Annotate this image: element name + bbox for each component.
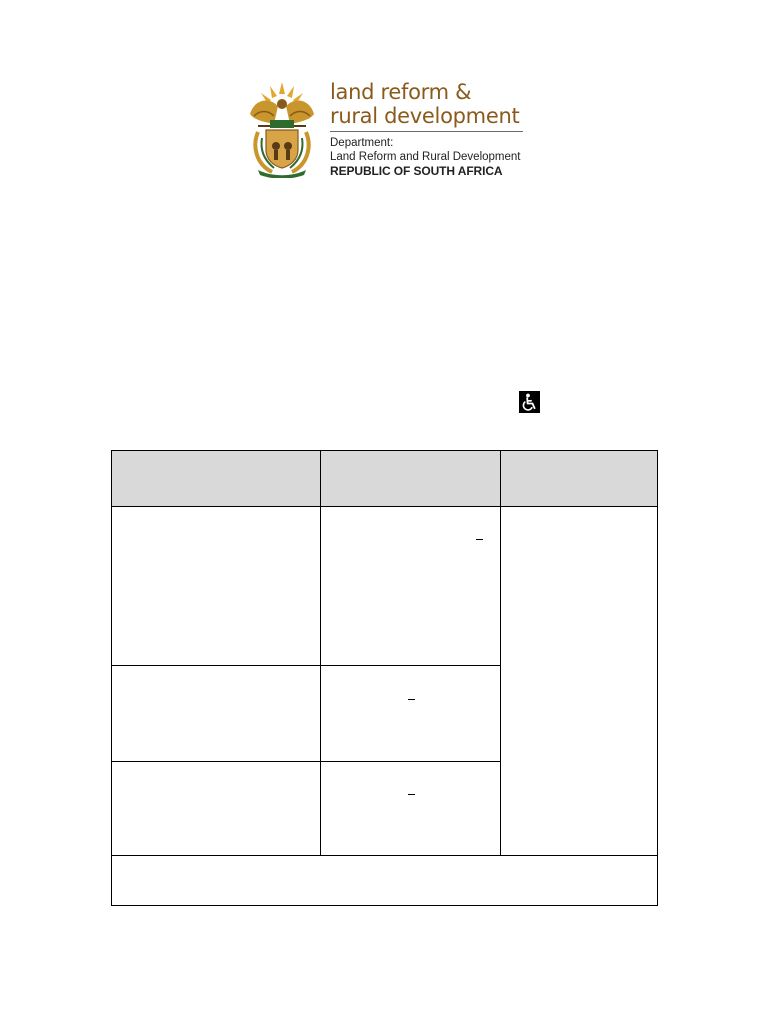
table-header-cell-1 xyxy=(111,450,321,507)
brand-line-1: land reform & xyxy=(330,80,472,104)
table-cell-r3-c1 xyxy=(111,761,321,856)
table-cell-r3-c2 xyxy=(320,761,501,856)
table-cell-r1-c2 xyxy=(320,506,501,666)
table-cell-r2-c1 xyxy=(111,665,321,762)
brand-divider xyxy=(330,131,523,132)
department-name: Land Reform and Rural Development xyxy=(330,151,521,163)
dash-mark xyxy=(476,539,483,540)
country-name: REPUBLIC OF SOUTH AFRICA xyxy=(330,164,503,178)
department-label: Department: xyxy=(330,137,394,149)
brand-line-2: rural development xyxy=(330,104,520,128)
table-cell-r2-c2 xyxy=(320,665,501,762)
table-cell-r1-c1 xyxy=(111,506,321,666)
info-table xyxy=(111,450,658,906)
dash-mark xyxy=(408,794,415,795)
table-header-cell-3 xyxy=(500,450,658,507)
department-logo xyxy=(244,80,534,180)
coat-of-arms-icon xyxy=(244,80,320,178)
wheelchair-icon xyxy=(519,391,540,413)
brand-text xyxy=(330,80,530,178)
table-cell-merged-c3 xyxy=(500,506,658,856)
table-header-cell-2 xyxy=(320,450,501,507)
table-footer-row xyxy=(111,855,658,906)
dash-mark xyxy=(408,699,415,700)
